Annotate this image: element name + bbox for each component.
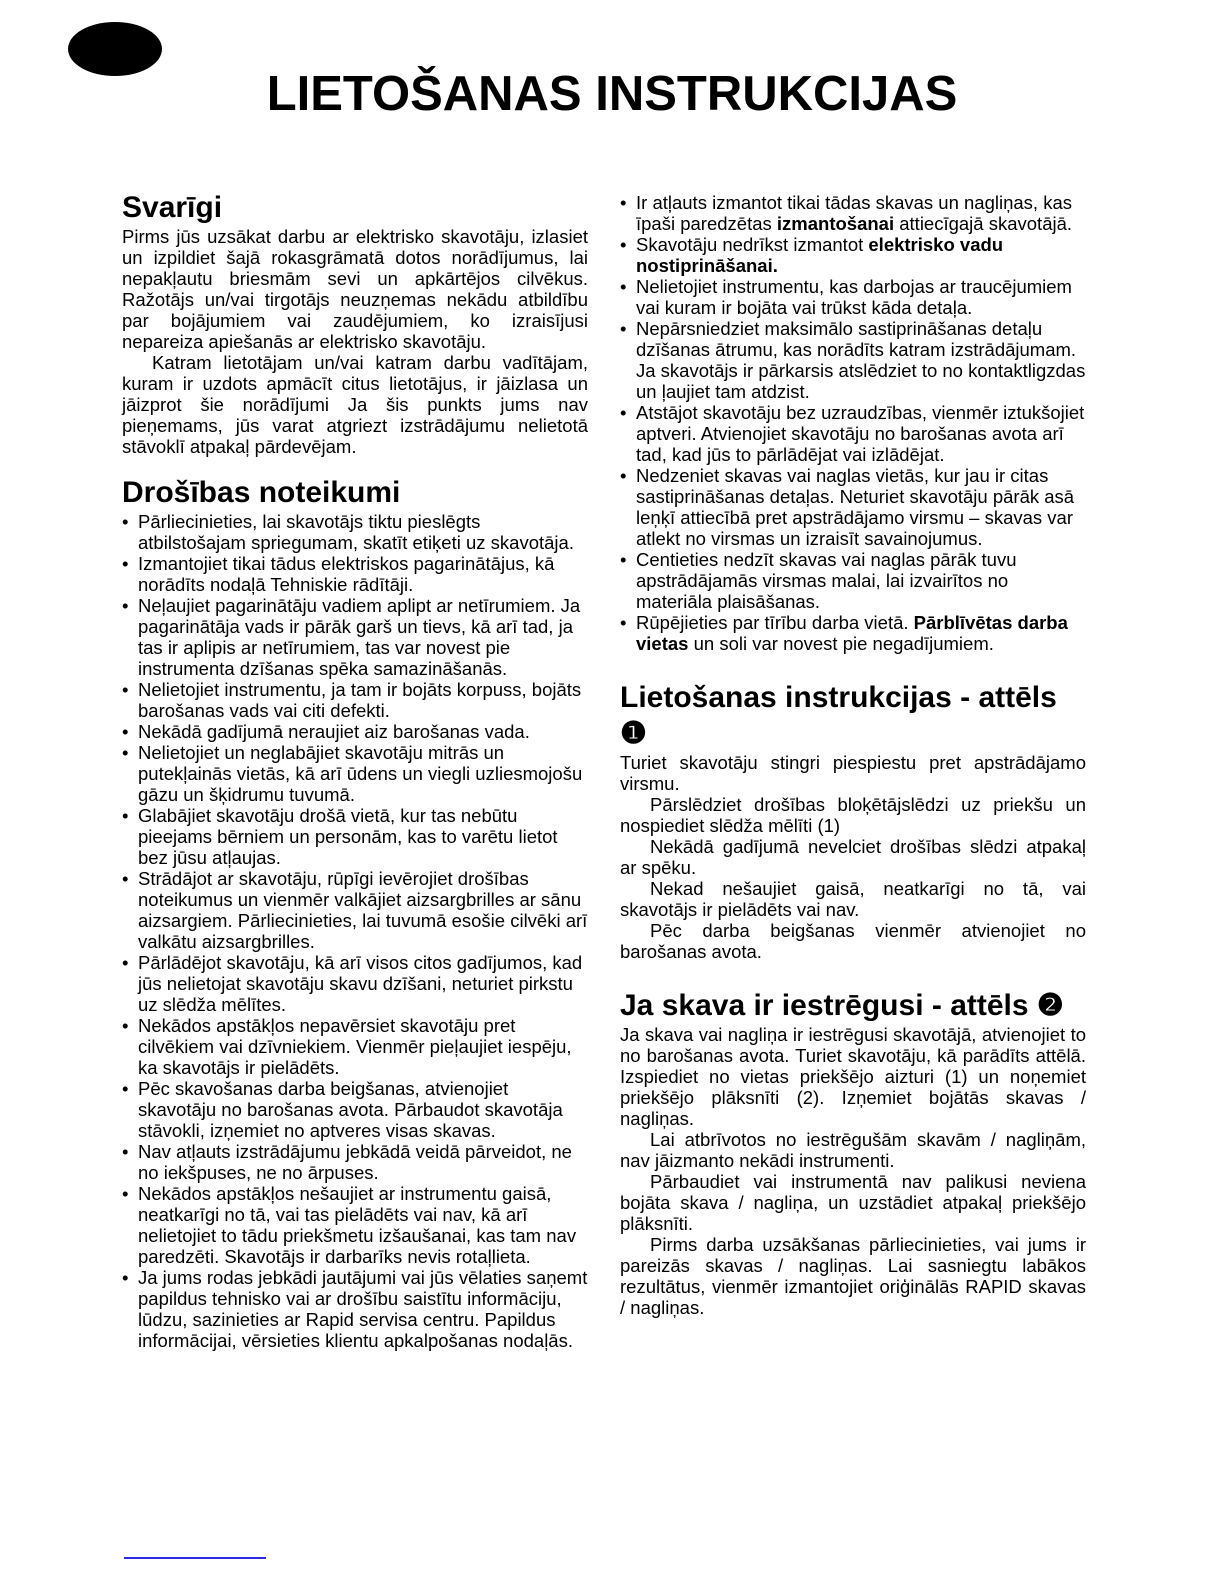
section-heading-drosibas: Drošības noteikumi: [122, 476, 401, 509]
safety-list: [122, 511, 588, 1351]
list-item: • Izmantojiet tikai tādus elektriskos pagarinātājus, kā norādīts nodaļā Tehniskie rādītāji.: [122, 553, 555, 595]
list-item: • Nelietojiet instrumentu, ja tam ir bojāts korpuss, bojāts barošanas vads vai citi defekti.: [122, 679, 582, 721]
list-item: • Nekādā gadījumā neraujiet aiz barošanas vada.: [122, 721, 530, 742]
paragraph: Nekādā gadījumā nevelciet drošības slēdzi atpakaļ ar spēku.: [620, 836, 1086, 878]
paragraph: Nekad nešaujiet gaisā, neatkarīgi no tā, vai skavotājs ir pielādēts vai nav.: [620, 878, 1086, 920]
paragraph: Pirms jūs uzsākat darbu ar elektrisko skavotāju, izlasiet un izpildiet šajā rokasgrāmatā dotos norādījumus, lai nepakļautu briesmām sevi un apkārtējos cilvēkus. Ražotājs un/vai tirgotājs neuzņemas nekādu atbildību par bojājumiem vai zaudējumiem, ko izraisījusi nepareiza apiešanās ar elektrisko skavotāju.: [122, 226, 588, 352]
list-item: • Glabājiet skavotāju drošā vietā, kur tas nebūtu pieejams bērniem un personām, kas to varētu lietot bez jūsu atļaujas.: [122, 805, 558, 868]
paragraph: Pirms darba uzsākšanas pārliecinieties, vai jums ir pareizās skavas / nagliņas. Lai sasniegtu labākos rezultātus, vienmēr izmantojiet oriģinālās RAPID skavas / nagliņas.: [620, 1234, 1086, 1318]
list-item: • Nav atļauts izstrādājumu jebkādā veidā pārveidot, ne no iekšpuses, ne no ārpuses.: [122, 1141, 572, 1183]
section-heading-lietosanas: Lietošanas instrukcijas - attēls ❶: [620, 681, 1057, 750]
section-heading-iestregusi: Ja skava ir iestrēgusi - attēls ❷: [620, 989, 1064, 1022]
list-item: • Nekādos apstākļos nepavērsiet skavotāju pret cilvēkiem vai dzīvniekiem. Vienmēr pieļaujiet iespēju, ka skavotājs ir pielādēts.: [122, 1015, 572, 1078]
list-item: • Nelietojiet un neglabājiet skavotāju mitrās un putekļainās vietās, kā arī ūdens un viegli uzliesmojošu gāzu un šķidrumu tuvumā.: [122, 742, 583, 805]
right-column: [620, 192, 1086, 1318]
list-item: • Pārlādējot skavotāju, kā arī visos citos gadījumos, kad jūs nelietojat skavotāju skavu dzīšani, neturiet pirkstu uz slēdža mēlītes.: [122, 952, 583, 1015]
safety-list-continued: [620, 192, 1086, 654]
paragraph: Pēc darba beigšanas vienmēr atvienojiet no barošanas avota.: [620, 920, 1086, 962]
list-item: • Pēc skavošanas darba beigšanas, atvienojiet skavotāju no barošanas avota. Pārbaudot skavotāja stāvokli, izņemiet no aptveres visas skavas.: [122, 1078, 563, 1141]
list-item: • Centieties nedzīt skavas vai naglas pārāk tuvu apstrādājamās virsmas malai, lai izvairītos no materiāla plaisāšanas.: [620, 549, 1017, 612]
paragraph: Lai atbrīvotos no iestrēgušām skavām / nagliņām, nav jāizmanto nekādi instrumenti.: [620, 1129, 1086, 1171]
list-item: • Neļaujiet pagarinātāju vadiem aplipt ar netīrumiem. Ja pagarinātāja vads ir pārāk garš un tievs, kā arī tad, ja tas ir aplipis ar netīrumiem, tas var novest pie instrumenta dzīšanas spēka samazināšanās.: [122, 595, 581, 679]
list-item: • Skavotāju nedrīkst izmantot elektrisko vadu nostiprināšanai.: [620, 234, 1004, 276]
list-item: • Nekādos apstākļos nešaujiet ar instrumentu gaisā, neatkarīgi no tā, vai tas pielādēts vai nav, kā arī nelietojiet to tādu priekšmetu izšaušanai, kas tam nav paredzēti. Skavotājs ir darbarīks nevis rotaļlieta.: [122, 1183, 577, 1267]
footer-rule: [124, 1557, 266, 1559]
list-item: • Atstājot skavotāju bez uzraudzības, vienmēr iztukšojiet aptveri. Atvienojiet skavotāju no barošanas avota arī tad, kad jūs to pārlādējat vai izlādējat.: [620, 402, 1085, 465]
spacer: [620, 654, 1086, 680]
list-item: • Strādājot ar skavotāju, rūpīgi ievērojiet drošības noteikumus un vienmēr valkājiet aizsargbrilles ar sānu aizsargiem. Pārliecinieties, lai tuvumā esošie cilvēki arī valkātu aizsargbrilles.: [122, 868, 588, 952]
list-item: • Ja jums rodas jebkādi jautājumi vai jūs vēlaties saņemt papildus tehnisko vai ar drošību saistītu informāciju, lūdzu, sazinieties ar Rapid servisa centru. Papildus informācijai, vērsieties klientu apkalpošanas nodaļās.: [122, 1267, 588, 1351]
spacer: [122, 457, 588, 475]
spacer: [620, 962, 1086, 988]
list-item: • Pārliecinieties, lai skavotājs tiktu pieslēgts atbilstošajam spriegumam, skatīt etiķeti uz skavotāja.: [122, 511, 574, 553]
list-item: • Nedzeniet skavas vai naglas vietās, kur jau ir citas sastiprināšanas detaļas. Neturiet skavotāju pārāk asā leņķī attiecībā pret apstrādājamo virsmu – skavas var atlekt no virsmas un izraisīt savainojumus.: [620, 465, 1075, 549]
list-item: • Nelietojiet instrumentu, kas darbojas ar traucējumiem vai kuram ir bojāta vai trūkst kāda detaļa.: [620, 276, 1072, 318]
section-heading-svarigi: Svarīgi: [122, 191, 223, 224]
left-column: [122, 190, 588, 1351]
page-title: LIETOŠANAS INSTRUKCIJAS: [266, 67, 958, 121]
list-item: • Ir atļauts izmantot tikai tādas skavas un nagliņas, kas īpaši paredzētas izmantošanai attiecīgajā skavotājā.: [620, 192, 1073, 234]
paragraph: Turiet skavotāju stingri piespiestu pret apstrādājamo virsmu.: [620, 752, 1086, 794]
paragraph: Pārslēdziet drošības bloķētājslēdzi uz priekšu un nospiediet slēdža mēlīti (1): [620, 794, 1086, 836]
paragraph: Pārbaudiet vai instrumentā nav palikusi neviena bojāta skava / nagliņa, un uzstādiet atpakaļ priekšējo plāksnīti.: [620, 1171, 1086, 1234]
list-item: • Rūpējieties par tīrību darba vietā. Pārblīvētas darba vietas un soli var novest pie negadījumiem.: [620, 612, 1068, 654]
paragraph: Ja skava vai nagliņa ir iestrēgusi skavotājā, atvienojiet to no barošanas avota. Turiet skavotāju, kā parādīts attēlā. Izspiediet no vietas priekšējo aizturi (1) un noņemiet priekšējo plāksnīti (2). Izņemiet bojātās skavas / nagliņas.: [620, 1024, 1086, 1129]
paragraph: Katram lietotājam un/vai katram darbu vadītājam, kuram ir uzdots apmācīt citus lietotājus, ir jāizlasa un jāizprot šie norādījumi Ja šis punkts jums nav pieņemams, jūs varat atgriezt izstrādājumu nelietotā stāvoklī atpakaļ pārdevējam.: [122, 352, 588, 457]
list-item: • Nepārsniedziet maksimālo sastiprināšanas detaļu dzīšanas ātrumu, kas norādīts katram izstrādājumam. Ja skavotājs ir pārkarsis atslēdziet to no kontaktligzdas un ļaujiet tam atdzist.: [620, 318, 1086, 402]
